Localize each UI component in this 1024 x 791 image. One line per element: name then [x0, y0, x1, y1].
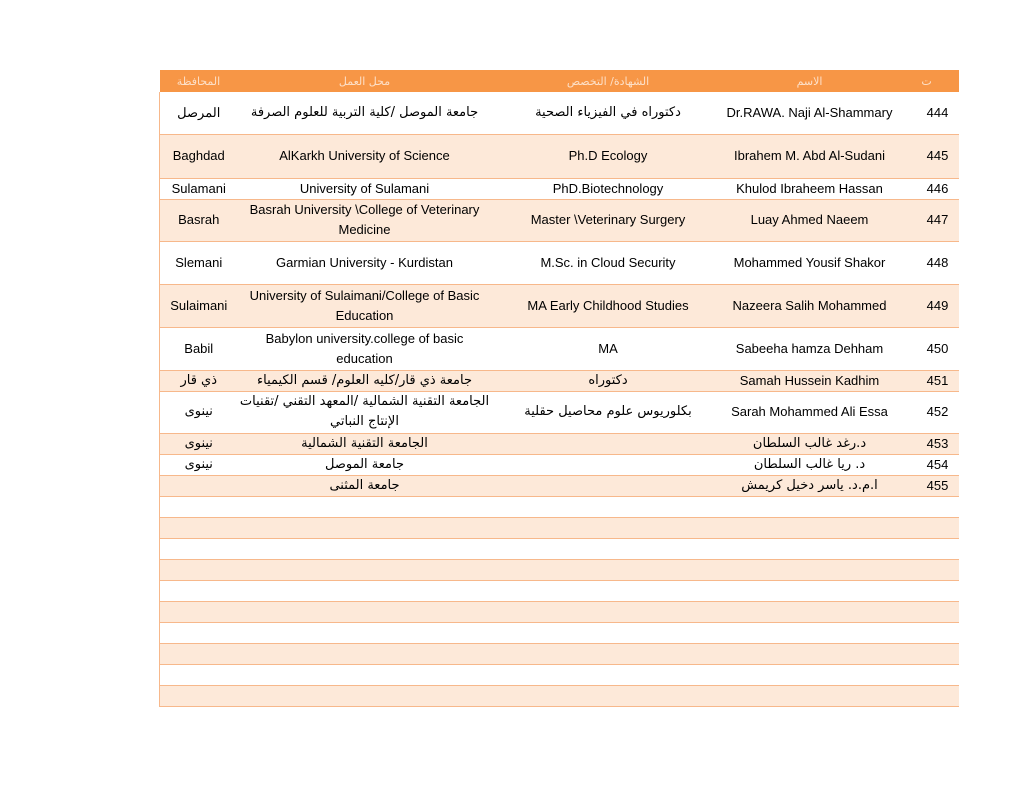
cell-degree: MA	[492, 327, 725, 370]
cell-degree	[492, 433, 725, 454]
empty-cell	[725, 622, 895, 643]
cell-workplace: Babylon university.college of basic education	[238, 327, 492, 370]
table-row	[160, 284, 959, 327]
cell-name: د.رغد غالب السلطان	[725, 433, 895, 454]
cell-workplace: جامعة المثنى	[238, 475, 492, 496]
empty-cell	[725, 517, 895, 538]
cell-workplace: University of Sulaimani/College of Basic Education	[238, 284, 492, 327]
empty-cell	[492, 601, 725, 622]
cell-workplace: University of Sulamani	[238, 178, 492, 199]
cell-degree: MA Early Childhood Studies	[492, 284, 725, 327]
table-row	[160, 475, 959, 496]
empty-cell	[725, 643, 895, 664]
empty-cell	[238, 685, 492, 706]
header-row	[160, 70, 959, 92]
empty-cell	[492, 643, 725, 664]
empty-cell	[238, 601, 492, 622]
empty-cell	[160, 538, 238, 559]
empty-row	[160, 496, 959, 517]
cell-governorate: Slemani	[160, 241, 238, 284]
empty-cell	[895, 496, 959, 517]
data-table	[159, 70, 959, 707]
cell-workplace: جامعة الموصل	[238, 454, 492, 475]
cell-governorate: المرصل	[160, 92, 238, 134]
empty-cell	[160, 622, 238, 643]
empty-row	[160, 643, 959, 664]
cell-governorate: نينوى	[160, 454, 238, 475]
empty-cell	[238, 622, 492, 643]
empty-cell	[895, 580, 959, 601]
cell-workplace: الجامعة التقنية الشمالية	[238, 433, 492, 454]
empty-cell	[238, 538, 492, 559]
empty-cell	[725, 685, 895, 706]
cell-name: Mohammed Yousif Shakor	[725, 241, 895, 284]
empty-cell	[895, 664, 959, 685]
empty-cell	[895, 517, 959, 538]
empty-cell	[725, 601, 895, 622]
cell-governorate: ذي قار	[160, 370, 238, 391]
empty-row	[160, 622, 959, 643]
empty-cell	[895, 622, 959, 643]
empty-row	[160, 580, 959, 601]
empty-cell	[238, 643, 492, 664]
empty-row	[160, 664, 959, 685]
empty-cell	[492, 496, 725, 517]
cell-number: 448	[895, 241, 959, 284]
cell-degree: Master \Veterinary Surgery	[492, 199, 725, 241]
empty-cell	[492, 517, 725, 538]
cell-name: Dr.RAWA. Naji Al-Shammary	[725, 92, 895, 134]
cell-governorate: نينوى	[160, 391, 238, 433]
empty-cell	[238, 559, 492, 580]
empty-cell	[895, 559, 959, 580]
empty-cell	[895, 538, 959, 559]
header-workplace: محل العمل	[238, 70, 492, 92]
cell-number: 449	[895, 284, 959, 327]
empty-cell	[725, 496, 895, 517]
header-degree: الشهادة/ التخصص	[492, 70, 725, 92]
cell-name: Khulod Ibraheem Hassan	[725, 178, 895, 199]
cell-name: Ibrahem M. Abd Al-Sudani	[725, 134, 895, 178]
empty-cell	[492, 538, 725, 559]
table-row	[160, 327, 959, 370]
cell-number: 450	[895, 327, 959, 370]
cell-governorate: نينوى	[160, 433, 238, 454]
cell-name: د. ريا غالب السلطان	[725, 454, 895, 475]
cell-degree: بكلوريوس علوم محاصيل حقلية	[492, 391, 725, 433]
cell-number: 452	[895, 391, 959, 433]
cell-workplace: AlKarkh University of Science	[238, 134, 492, 178]
table-row	[160, 241, 959, 284]
cell-number: 454	[895, 454, 959, 475]
cell-name: Luay Ahmed Naeem	[725, 199, 895, 241]
empty-cell	[492, 559, 725, 580]
cell-degree	[492, 475, 725, 496]
empty-cell	[895, 685, 959, 706]
cell-governorate: Basrah	[160, 199, 238, 241]
empty-cell	[160, 643, 238, 664]
empty-row	[160, 517, 959, 538]
cell-governorate: Sulamani	[160, 178, 238, 199]
cell-workplace: Basrah University \College of Veterinary Medicine	[238, 199, 492, 241]
cell-name: ا.م.د. ياسر دخيل كريمش	[725, 475, 895, 496]
cell-number: 447	[895, 199, 959, 241]
header-name: الاسم	[725, 70, 895, 92]
empty-cell	[895, 601, 959, 622]
empty-cell	[492, 664, 725, 685]
cell-governorate: Baghdad	[160, 134, 238, 178]
empty-cell	[160, 601, 238, 622]
cell-degree: Ph.D Ecology	[492, 134, 725, 178]
cell-degree: دكتوراه	[492, 370, 725, 391]
cell-number: 451	[895, 370, 959, 391]
cell-name: Sabeeha hamza Dehham	[725, 327, 895, 370]
empty-row	[160, 538, 959, 559]
empty-cell	[160, 559, 238, 580]
empty-cell	[160, 580, 238, 601]
empty-cell	[492, 685, 725, 706]
empty-cell	[725, 580, 895, 601]
empty-cell	[895, 643, 959, 664]
cell-number: 453	[895, 433, 959, 454]
cell-name: Sarah Mohammed Ali Essa	[725, 391, 895, 433]
empty-row	[160, 601, 959, 622]
cell-number: 444	[895, 92, 959, 134]
cell-workplace: جامعة ذي قار/كليه العلوم/ قسم الكيمياء	[238, 370, 492, 391]
empty-cell	[160, 517, 238, 538]
empty-cell	[160, 664, 238, 685]
empty-cell	[238, 664, 492, 685]
empty-cell	[492, 580, 725, 601]
empty-cell	[725, 538, 895, 559]
table-row	[160, 92, 959, 134]
cell-degree: PhD.Biotechnology	[492, 178, 725, 199]
header-number: ت	[895, 70, 959, 92]
empty-cell	[160, 685, 238, 706]
cell-workplace: Garmian University - Kurdistan	[238, 241, 492, 284]
empty-cell	[725, 559, 895, 580]
cell-degree	[492, 454, 725, 475]
table-row	[160, 199, 959, 241]
cell-name: Samah Hussein Kadhim	[725, 370, 895, 391]
cell-degree: M.Sc. in Cloud Security	[492, 241, 725, 284]
cell-number: 446	[895, 178, 959, 199]
table-row	[160, 178, 959, 199]
empty-row	[160, 559, 959, 580]
table-row	[160, 134, 959, 178]
cell-governorate: Sulaimani	[160, 284, 238, 327]
table-row	[160, 370, 959, 391]
empty-cell	[160, 496, 238, 517]
cell-name: Nazeera Salih Mohammed	[725, 284, 895, 327]
table-row	[160, 433, 959, 454]
table-row	[160, 454, 959, 475]
empty-cell	[238, 496, 492, 517]
table-row	[160, 391, 959, 433]
cell-workplace: الجامعة التقنية الشمالية /المعهد التقني /تقنيات الإنتاج النباتي	[238, 391, 492, 433]
empty-cell	[238, 580, 492, 601]
empty-cell	[725, 664, 895, 685]
empty-row	[160, 685, 959, 706]
cell-number: 455	[895, 475, 959, 496]
cell-workplace: جامعة الموصل /كلية التربية للعلوم الصرفة	[238, 92, 492, 134]
header-governorate: المحافظة	[160, 70, 238, 92]
empty-cell	[492, 622, 725, 643]
cell-governorate	[160, 475, 238, 496]
empty-cell	[238, 517, 492, 538]
cell-number: 445	[895, 134, 959, 178]
cell-degree: دكتوراه في الفيزياء الصحية	[492, 92, 725, 134]
cell-governorate: Babil	[160, 327, 238, 370]
